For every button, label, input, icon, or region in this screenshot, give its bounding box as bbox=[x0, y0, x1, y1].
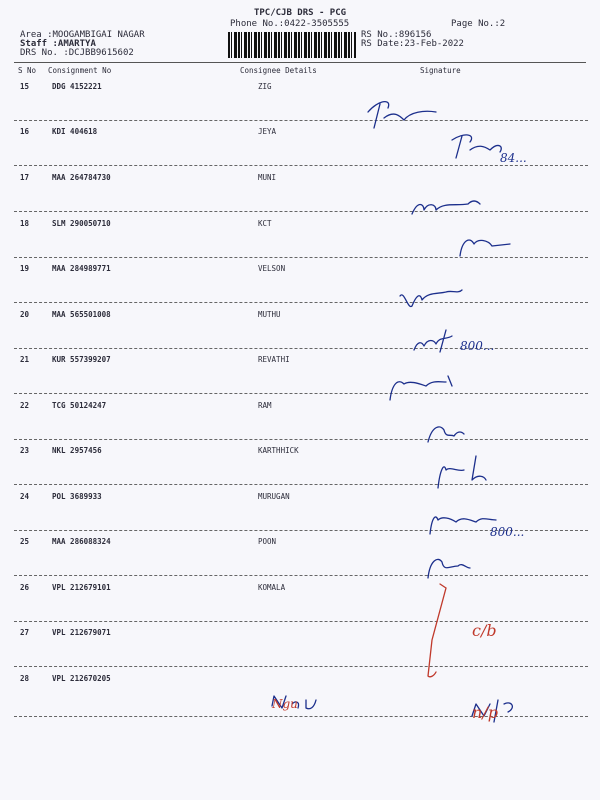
row-sno: 16 bbox=[20, 127, 30, 136]
row-sno: 26 bbox=[20, 583, 30, 592]
signature-muni bbox=[412, 201, 480, 214]
row-consignment: DDG 4152221 bbox=[52, 82, 102, 91]
row-consignment: VPL 212679101 bbox=[52, 583, 111, 592]
row-sno: 21 bbox=[20, 355, 30, 364]
handwritten-jeya-phone: 84... bbox=[500, 151, 527, 165]
row-consignee: MUNI bbox=[258, 173, 277, 182]
row-consignee: KARTHHICK bbox=[258, 446, 299, 455]
signature-velson bbox=[400, 290, 462, 307]
signature-ram bbox=[428, 427, 464, 442]
row-consignee: REVATHI bbox=[258, 355, 290, 364]
signature-kct bbox=[460, 240, 510, 256]
signature-zig bbox=[368, 102, 436, 128]
row-sno: 19 bbox=[20, 264, 30, 273]
row-consignment: NKL 2957456 bbox=[52, 446, 102, 455]
row-consignment: VPL 212679071 bbox=[52, 628, 111, 637]
handwritten-nip: n/p bbox=[472, 703, 498, 722]
row-consignment: SLM 290050710 bbox=[52, 219, 111, 228]
row-consignee: RAM bbox=[258, 401, 272, 410]
signature-jeya bbox=[452, 135, 501, 158]
row-sno: 23 bbox=[20, 446, 30, 455]
row-sno: 24 bbox=[20, 492, 30, 501]
handwritten-murugan-phone: 800... bbox=[490, 525, 525, 539]
col-signature: Signature bbox=[420, 66, 461, 75]
handwritten-ngu: Ngu bbox=[272, 697, 298, 711]
row-sno: 27 bbox=[20, 628, 30, 637]
page-number: Page No.:2 bbox=[451, 19, 506, 29]
row-consignment: KUR 557399207 bbox=[52, 355, 111, 364]
row-consignee: POON bbox=[258, 537, 277, 546]
signature-muthu bbox=[414, 330, 452, 352]
row-consignment: VPL 212670205 bbox=[52, 674, 111, 683]
row-consignment: MAA 284989771 bbox=[52, 264, 111, 273]
row-sno: 15 bbox=[20, 82, 30, 91]
row-consignee: KCT bbox=[258, 219, 272, 228]
drs-number: DRS No. :DCJBB9615602 bbox=[20, 48, 134, 58]
row-consignee: JEYA bbox=[258, 127, 277, 136]
col-consignment: Consignment No bbox=[48, 66, 112, 75]
document-title: TPC/CJB DRS - PCG bbox=[253, 8, 347, 18]
row-consignment: MAA 264784730 bbox=[52, 173, 111, 182]
row-consignee: MUTHU bbox=[258, 310, 281, 319]
row-sno: 28 bbox=[20, 674, 30, 683]
row-sno: 22 bbox=[20, 401, 30, 410]
row-consignment: MAA 286088324 bbox=[52, 537, 111, 546]
row-consignee: VELSON bbox=[258, 264, 286, 273]
signature-revathi bbox=[390, 376, 452, 400]
row-sno: 25 bbox=[20, 537, 30, 546]
rs-number: RS No.:896156 bbox=[361, 30, 432, 40]
col-consignee: Consignee Details bbox=[240, 66, 317, 75]
row-consignee: KOMALA bbox=[258, 583, 286, 592]
col-sno: S No bbox=[18, 66, 37, 75]
rs-date: RS Date:23-Feb-2022 bbox=[361, 39, 464, 49]
staff-label: Staff :AMARTYA bbox=[20, 39, 96, 49]
signature-murugan bbox=[430, 517, 496, 534]
row-sno: 18 bbox=[20, 219, 30, 228]
row-sno: 17 bbox=[20, 173, 30, 182]
signature-poon bbox=[428, 559, 470, 578]
row-sno: 20 bbox=[20, 310, 30, 319]
row-consignment: POL 3689933 bbox=[52, 492, 102, 501]
row-consignment: TCG 50124247 bbox=[52, 401, 107, 410]
handwritten-cb: c/b bbox=[472, 621, 497, 640]
handwritten-muthu-phone: 800... bbox=[460, 339, 495, 353]
area-label: Area :MOOGAMBIGAI NAGAR bbox=[20, 30, 145, 40]
phone-number: Phone No.:0422-3505555 bbox=[230, 19, 350, 29]
row-consignment: MAA 565501008 bbox=[52, 310, 111, 319]
row-consignee: ZIG bbox=[258, 82, 272, 91]
row-consignee: MURUGAN bbox=[258, 492, 290, 501]
signature-karthhick bbox=[438, 456, 486, 488]
bracket-mark bbox=[428, 584, 446, 677]
row-consignment: KDI 404618 bbox=[52, 127, 98, 136]
